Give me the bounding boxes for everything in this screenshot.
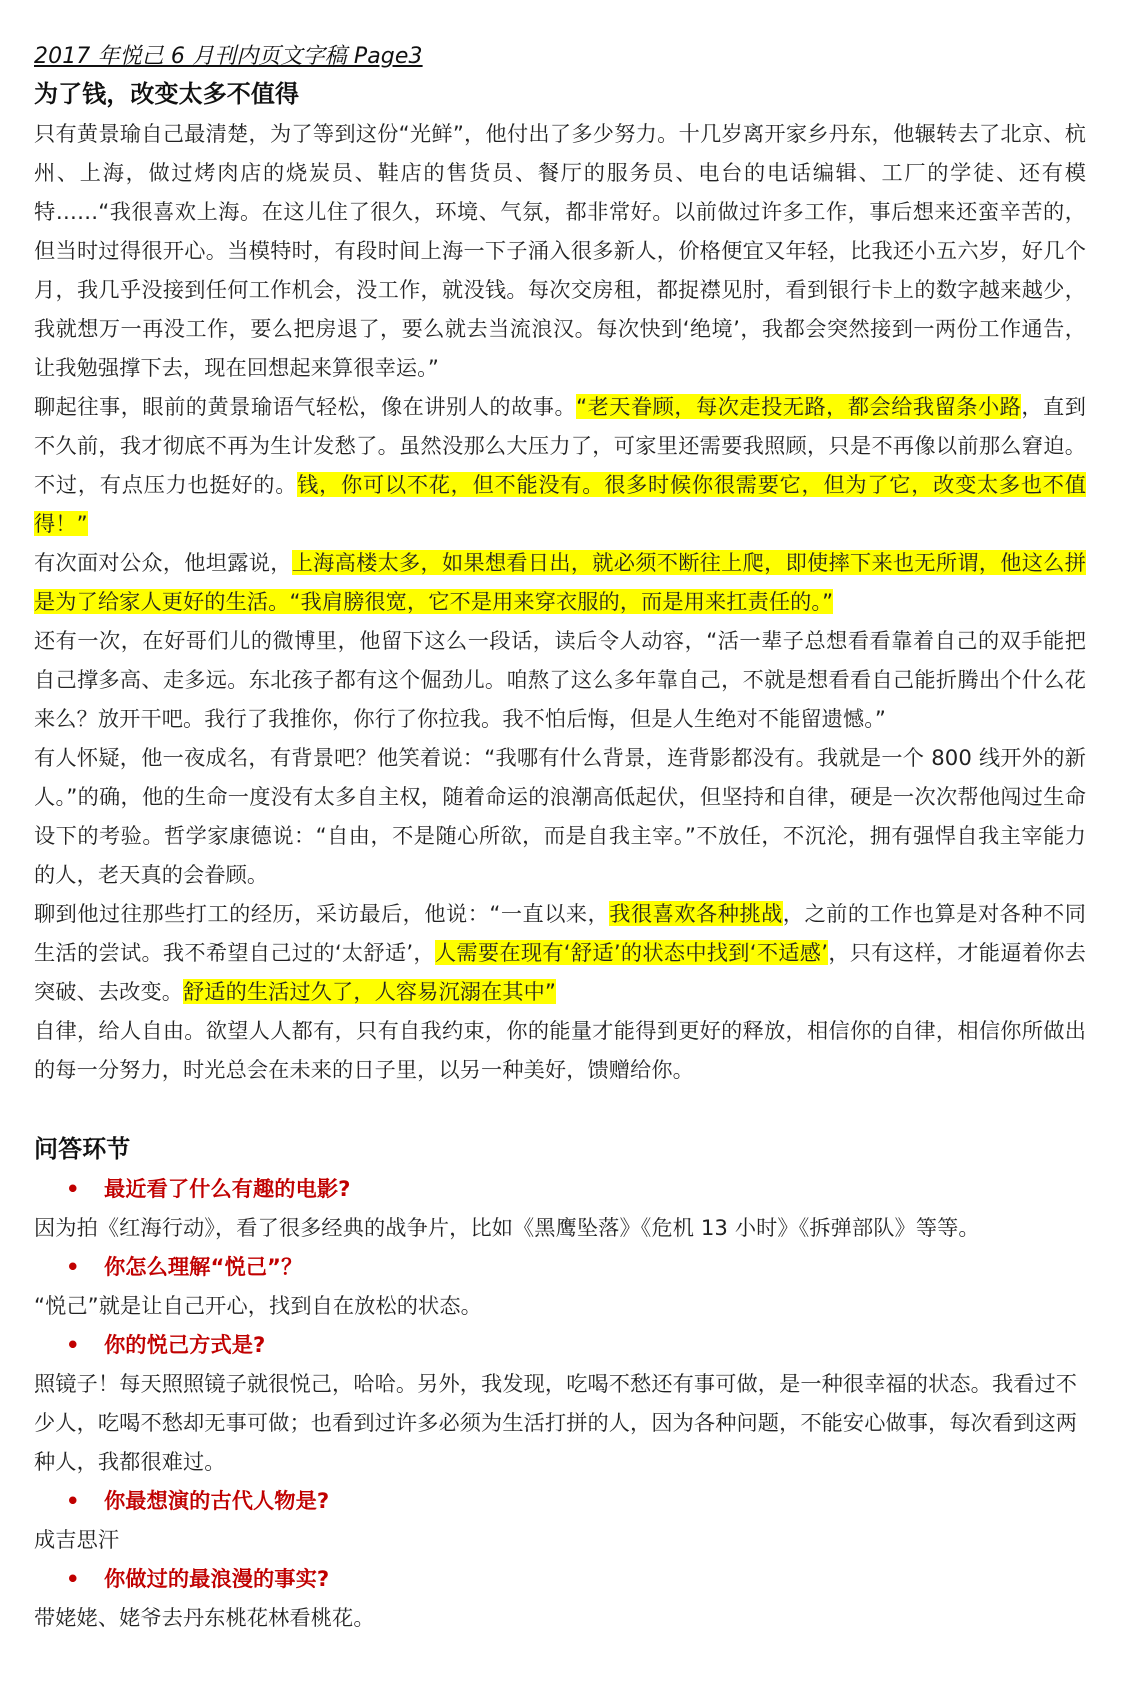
document-page: [34, 40, 1086, 1637]
qa-question: [34, 1559, 1086, 1598]
highlighted-text: 钱，你可以不花，但不能没有。很多时候你很需要它，但为了它，改变太多也不值得！”: [34, 472, 1087, 536]
qa-question-text: 你怎么理解“悦己”？: [104, 1254, 303, 1279]
highlighted-text: 上海高楼太多，如果想看日出，就必须不断往上爬，即使摔下来也无所谓，他这么拼是为了给家人更好的生活。“我肩膀很宽，它不是用来穿衣服的，而是用来扛责任的。”: [34, 550, 1087, 614]
qa-question-text: 最近看了什么有趣的电影?: [104, 1176, 351, 1201]
qa-question: [34, 1325, 1086, 1364]
bullet-icon: •: [66, 1488, 80, 1513]
qa-question-text: 你最想演的古代人物是?: [104, 1488, 330, 1513]
highlighted-text: 我很喜欢各种挑战: [609, 901, 783, 926]
qa-question-text: 你的悦己方式是?: [104, 1332, 266, 1357]
article-paragraph: [34, 114, 1086, 387]
bullet-icon: •: [66, 1176, 80, 1201]
article-paragraph: [34, 894, 1086, 1011]
paragraph-text: ，直到不久前，我才彻底不再为生计发愁了。虽然没那么大压力了，可家里还需要我照顾，只是不再像以前那么窘迫。不过，有点压力也挺好的。: [34, 394, 1086, 497]
qa-list: [34, 1169, 1086, 1637]
bullet-icon: •: [66, 1332, 80, 1357]
qa-answer: 成吉思汗: [34, 1527, 120, 1552]
article-paragraph: [34, 387, 1086, 543]
qa-answer: 照镜子！每天照照镜子就很悦己，哈哈。另外，我发现，吃喝不愁还有事可做，是一种很幸福的状态。我看过不少人，吃喝不愁却无事可做；也看到过许多必须为生活打拼的人，因为各种问题，不能安心做事，每次看到这两种人，我都很难过。: [34, 1371, 1078, 1474]
highlighted-text: 人需要在现有‘舒适’的状态中找到‘不适感’: [434, 940, 829, 965]
article-paragraph: [34, 738, 1086, 894]
highlighted-text: 舒适的生活过久了，人容易沉溺在其中”: [183, 979, 556, 1004]
paragraph-text: 只有黄景瑜自己最清楚，为了等到这份“光鲜”，他付出了多少努力。十几岁离开家乡丹东，他辗转去了北京、杭州、上海，做过烤肉店的烧炭员、鞋店的售货员、餐厅的服务员、电台的电话编辑、工厂的学徒、还有模特……“我很喜欢上海。在这儿住了很久，环境、气氛，都非常好。以前做过许多工作，事后想来还蛮辛苦的，但当时过得很开心。当模特时，有段时间上海一下子涌入很多新人，价格便宜又年轻，比我还小五六岁，好几个月，我几乎没接到任何工作机会，没工作，就没钱。每次交房租，都捉襟见肘，看到银行卡上的数字越来越少，我就想万一再没工作，要么把房退了，要么就去当流浪汉。每次快到‘绝境’，我都会突然接到一两份工作通告，让我勉强撑下去，现在回想起来算很幸运。”: [34, 121, 1086, 380]
paragraph-text: 聊起往事，眼前的黄景瑜语气轻松，像在讲别人的故事。: [34, 394, 577, 419]
paragraph-text: 自律，给人自由。欲望人人都有，只有自我约束，你的能量才能得到更好的释放，相信你的自律，相信你所做出的每一分努力，时光总会在未来的日子里，以另一种美好，馈赠给你。: [34, 1018, 1086, 1082]
paragraph-text: ，之前的工作也算是对各种不同生活的尝试。我不希望自己过的‘太舒适’，: [34, 901, 1086, 965]
bullet-icon: •: [66, 1566, 80, 1591]
qa-question: [34, 1481, 1086, 1520]
qa-heading: 问答环节: [34, 1135, 131, 1163]
paragraph-text: ，只有这样，才能逼着你去突破、去改变。: [34, 940, 1086, 1004]
paragraph-text: 有人怀疑，他一夜成名，有背景吧？他笑着说：“我哪有什么背景，连背影都没有。我就是一个 800 线开外的新人。”的确，他的生命一度没有太多自主权，随着命运的浪潮高低起伏，但坚持和自律，硬是一次次帮他闯过生命设下的考验。哲学家康德说：“自由，不是随心所欲，而是自我主宰。”不放任，不沉沦，拥有强悍自我主宰能力的人，老天真的会眷顾。: [34, 745, 1086, 887]
paragraph-text: 还有一次，在好哥们儿的微博里，他留下这么一段话，读后令人动容，“活一辈子总想看看靠着自己的双手能把自己撑多高、走多远。东北孩子都有这个倔劲儿。咱熬了这么多年靠自己，不就是想看看自己能折腾出个什么花来么？放开干吧。我行了我推你，你行了你拉我。我不怕后悔，但是人生绝对不能留遗憾。”: [34, 628, 1086, 731]
paragraph-text: 有次面对公众，他坦露说，: [34, 550, 292, 575]
page-header: 2017 年悦己 6 月刊内页文字稿 Page3: [34, 44, 423, 69]
qa-question: [34, 1169, 1086, 1208]
article-title: 为了钱，改变太多不值得: [34, 80, 300, 108]
paragraph-text: 聊到他过往那些打工的经历，采访最后，他说：“一直以来，: [34, 901, 610, 926]
qa-question-text: 你做过的最浪漫的事实?: [104, 1566, 330, 1591]
qa-answer: “悦己”就是让自己开心，找到自在放松的状态。: [34, 1293, 482, 1318]
article-paragraph: [34, 543, 1086, 621]
highlighted-text: “老天眷顾，每次走投无路，都会给我留条小路: [576, 394, 1022, 419]
article-paragraph: [34, 1011, 1086, 1089]
qa-answer: 带姥姥、姥爷去丹东桃花林看桃花。: [34, 1605, 375, 1630]
article-paragraph: [34, 621, 1086, 738]
article-body: [34, 114, 1086, 1089]
qa-question: [34, 1247, 1086, 1286]
bullet-icon: •: [66, 1254, 80, 1279]
qa-answer: 因为拍《红海行动》，看了很多经典的战争片，比如《黑鹰坠落》《危机 13 小时》《拆弹部队》等等。: [34, 1215, 980, 1240]
